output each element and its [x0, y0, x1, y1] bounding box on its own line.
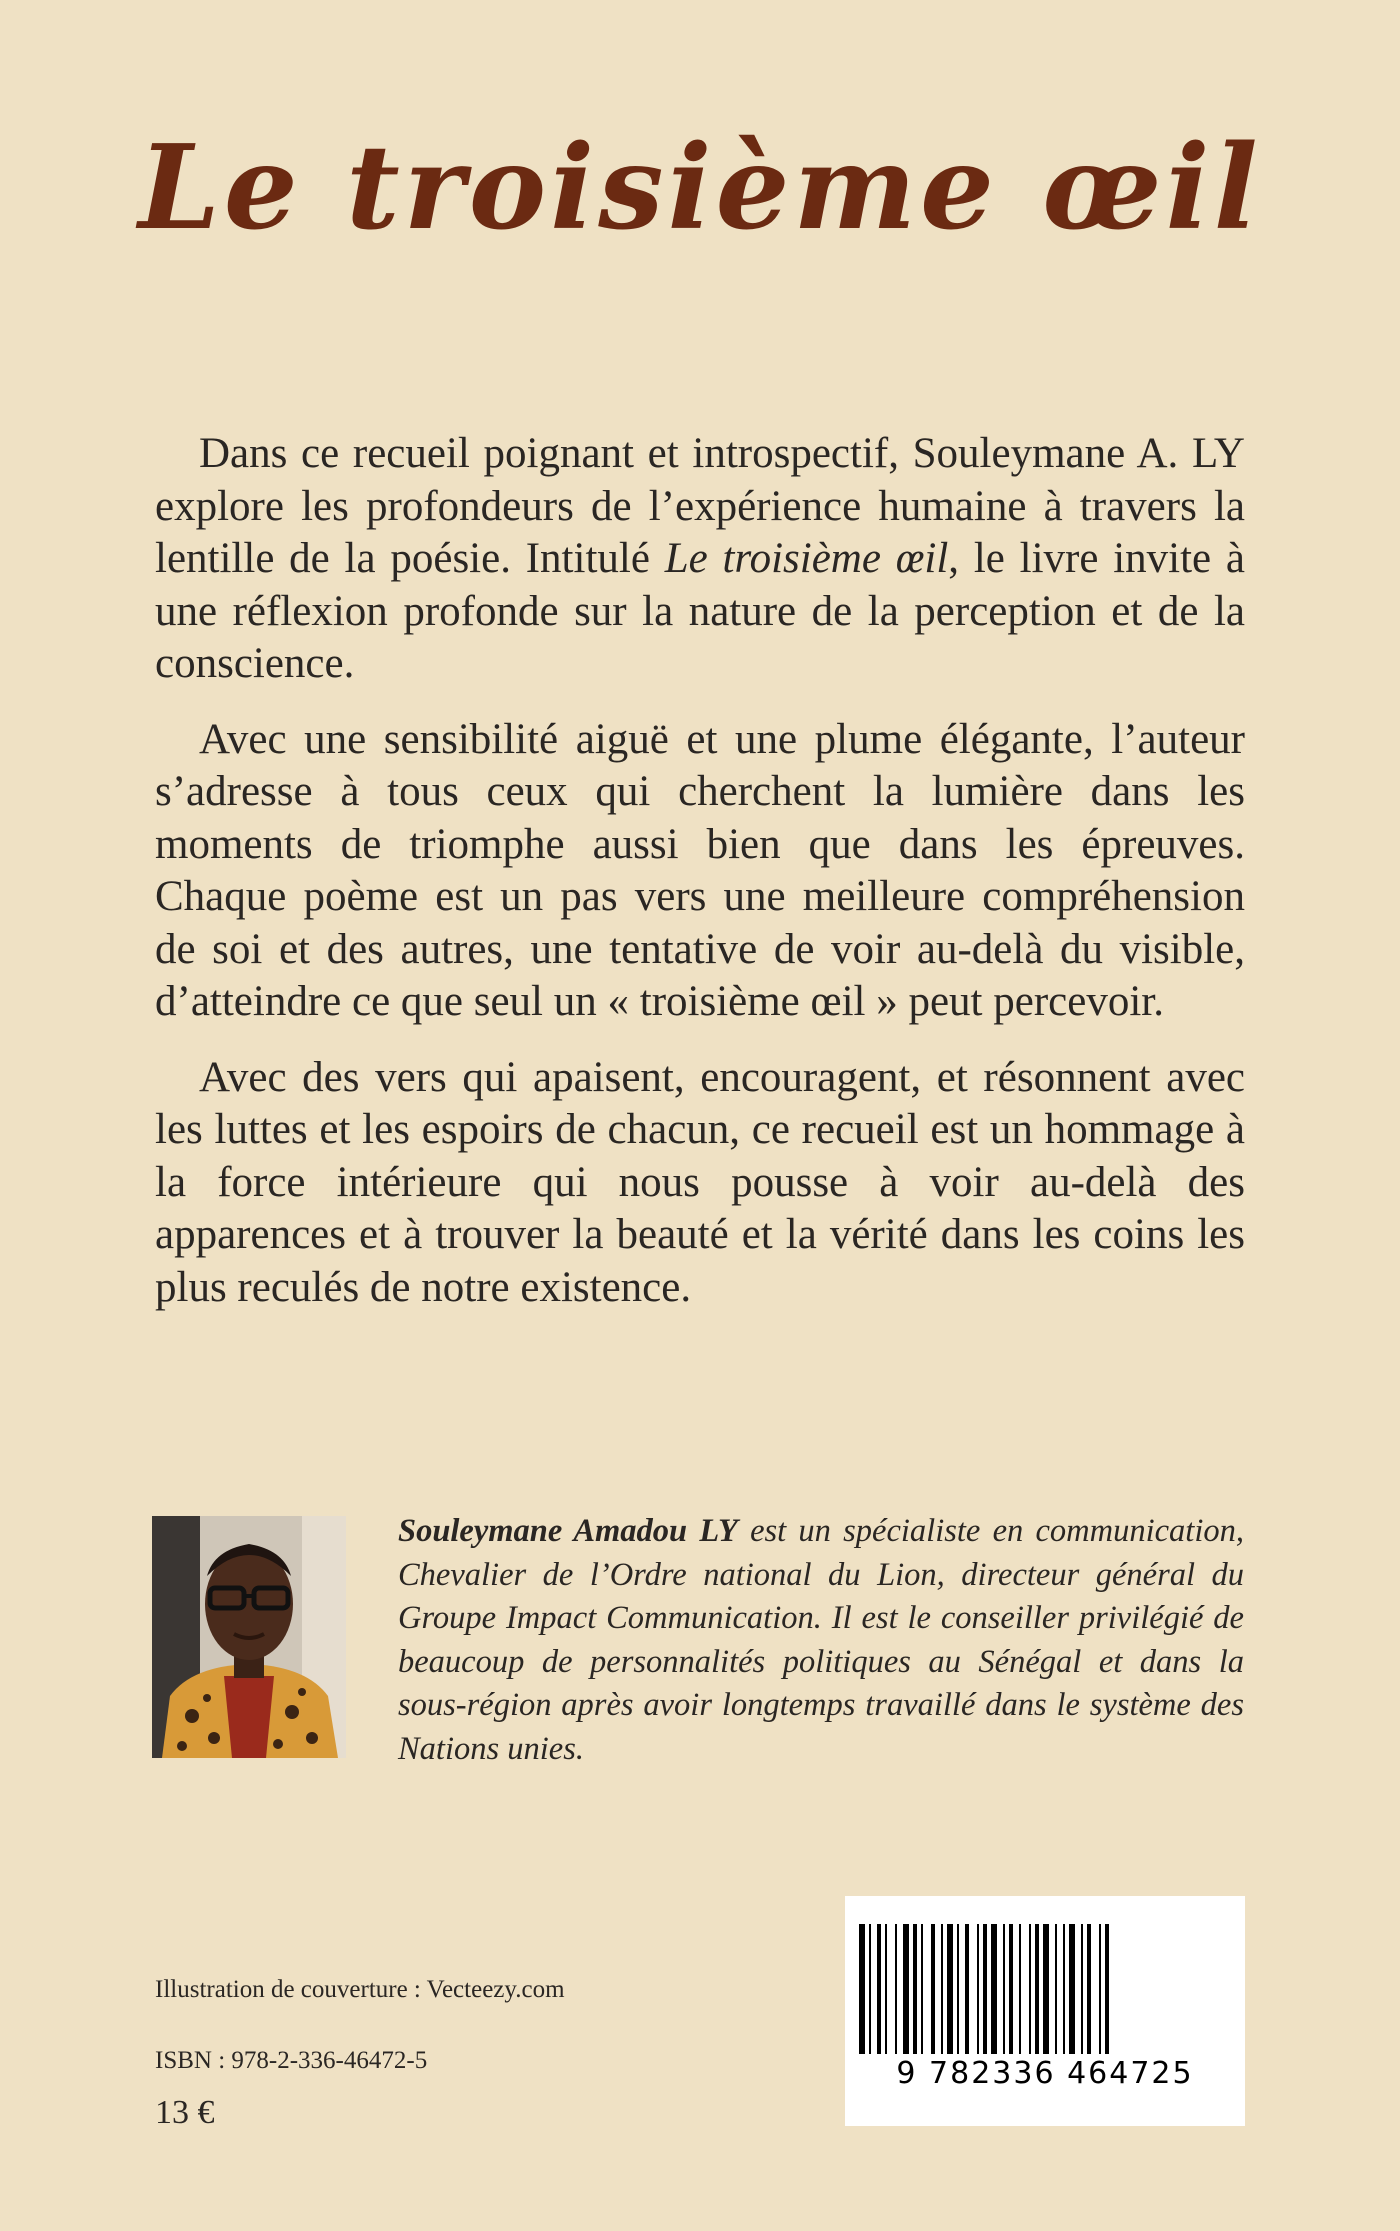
- book-title: Le troisième œil: [138, 120, 1262, 256]
- barcode: [845, 1896, 1245, 2126]
- blurb-p1-title: Le troisième œil: [664, 535, 949, 582]
- blurb-paragraph-2: Avec une sensibilité aiguë et une plume élégante, l’auteur s’adresse à tous ceux qui cherchent la lumière dans les moments de triomphe aussi bien que dans les épreuves. Chaque poème est un pas vers une meilleure compréhension de soi et des autres, une tentative de voir au-delà du visible, d’atteindre ce que seul un « troisième œil » peut percevoir.: [155, 715, 1245, 1025]
- author-portrait-image: [152, 1516, 346, 1758]
- author-name: Souleymane Amadou LY: [398, 1513, 738, 1549]
- blurb-p1-before: Dans ce recueil poignant et introspectif, Souleymane A. LY explore les profondeurs de l’expérience humaine à travers la lentille de la poésie. Intitulé: [155, 430, 1245, 582]
- barcode-digits: 9 782336 464725: [896, 2056, 1194, 2091]
- author-bio: [398, 1510, 1244, 1771]
- author-photo: [152, 1516, 346, 1758]
- cover-illustration-credit: Illustration de couverture : Vecteezy.com: [155, 1976, 565, 2003]
- blurb: [155, 428, 1245, 1337]
- blurb-paragraph-1: [155, 428, 1245, 691]
- blurb-paragraph-3: Avec des vers qui apaisent, encouragent, et résonnent avec les luttes et les espoirs de chacun, ce recueil est un hommage à la force intérieure qui nous pousse à voir au-delà des apparences et à trouver la beauté et la vérité dans les coins les plus reculés de notre existence.: [155, 1053, 1245, 1311]
- barcode-icon: [845, 1896, 1245, 2126]
- price: 13 €: [155, 2094, 215, 2131]
- blurb-p1-after: , le livre invite à une réflexion profonde sur la nature de la perception et de la conscience.: [155, 535, 1246, 687]
- isbn: ISBN : 978-2-336-46472-5: [155, 2047, 428, 2074]
- author-bio-text: est un spécialiste en communication, Chevalier de l’Ordre national du Lion, directeur général du Groupe Impact Communication. Il est le conseiller privilégié de beaucoup de personnalités politiques au Sénégal et dans la sous-région après avoir longtemps travaillé dans le système des Nations unies.: [398, 1513, 1244, 1767]
